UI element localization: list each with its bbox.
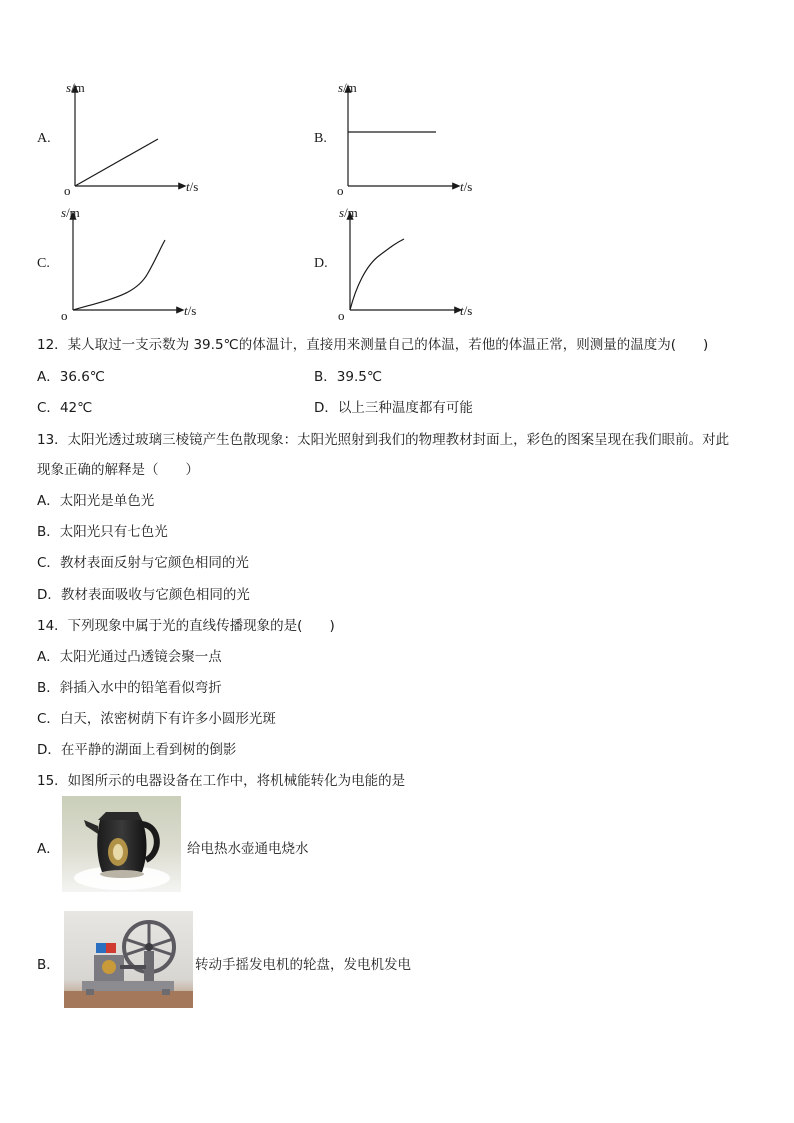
svg-text:s/m (338, 80, 357, 95)
q13-option-b[interactable] (37, 520, 168, 540)
q12-option-a-letter: A． (37, 369, 60, 385)
q11-c-xlabel-var: t (184, 303, 188, 318)
q13-option-d-text: 教材表面吸收与它颜色相同的光 (60, 587, 250, 603)
q11-d-ylabel-var: s (339, 205, 345, 220)
q14-option-b-letter: B． (37, 680, 60, 696)
q11-option-b-letter: B. (314, 131, 327, 146)
q11-d-origin: o (338, 308, 345, 323)
q14-option-a[interactable] (37, 645, 222, 665)
q11-b-ylabel-var: s (338, 80, 344, 95)
q13-option-d[interactable] (37, 583, 250, 603)
q11-graph-d (334, 203, 484, 325)
q15-option-b-text: 转动手摇发电机的轮盘，发电机发电 (195, 957, 411, 973)
q11-a-ylabel-var: s (66, 80, 72, 95)
q11-b-origin: o (337, 183, 344, 198)
q12-option-a[interactable] (37, 365, 105, 385)
q12-option-c[interactable] (37, 396, 92, 416)
q13-option-a-text: 太阳光是单色光 (59, 493, 155, 509)
q14-option-b[interactable] (37, 676, 222, 696)
q11-b-xlabel-var: t (460, 179, 464, 194)
q11-d-ylabel-unit: /m (344, 205, 358, 220)
svg-text:t/s (184, 303, 196, 318)
q14-option-c-letter: C． (37, 711, 60, 727)
q11-option-a-letter: A. (37, 131, 51, 146)
q11-c-origin: o (61, 308, 68, 323)
q13-option-c-letter: C． (37, 555, 60, 571)
q11-d-xlabel-unit: /s (463, 303, 473, 318)
q14-option-c-text: 白天，浓密树荫下有许多小圆形光斑 (59, 711, 276, 727)
q11-a-ylabel-unit: /m (71, 80, 85, 95)
svg-text:t/s (186, 179, 198, 194)
q14-option-c[interactable] (37, 707, 276, 727)
svg-text:s/m (61, 205, 80, 220)
q11-b-ylabel-unit: /m (343, 80, 357, 95)
q11-a-xlabel-unit: /s (189, 179, 199, 194)
q15-option-b-letter: B． (37, 957, 60, 973)
svg-text:t/s (460, 303, 472, 318)
q11-option-d-letter: D. (314, 256, 328, 271)
svg-text:s/m (66, 80, 85, 95)
q11-graph-b (332, 78, 482, 198)
q11-graph-c (56, 203, 206, 325)
q12-option-d-letter: D． (314, 400, 338, 416)
q13-stem-line2: 现象正确的解释是（ ） (37, 462, 199, 478)
q12-option-d[interactable] (314, 396, 473, 416)
q11-graph-a (58, 78, 208, 198)
q13-option-c[interactable] (37, 551, 249, 571)
q11-c-xlabel-unit: /s (187, 303, 197, 318)
q13-option-d-letter: D． (37, 587, 61, 603)
q12-option-b-text: 39.5℃ (336, 369, 382, 385)
electric-kettle-icon[interactable] (62, 796, 181, 892)
q13-option-b-text: 太阳光只有七色光 (59, 524, 168, 540)
q14-stem: 14．下列现象中属于光的直线传播现象的是( ) (37, 618, 335, 634)
q12-option-b[interactable] (314, 365, 382, 385)
q14-option-d[interactable] (37, 738, 236, 758)
q14-option-a-letter: A． (37, 649, 60, 665)
q11-option-c-letter: C. (37, 256, 50, 271)
q13-option-c-text: 教材表面反射与它颜色相同的光 (59, 555, 249, 571)
q11-d-xlabel-var: t (460, 303, 464, 318)
q11-a-origin: o (64, 183, 71, 198)
svg-text:t/s (460, 179, 472, 194)
svg-text:s/m (339, 205, 358, 220)
q12-option-c-text: 42℃ (59, 400, 93, 416)
q11-b-xlabel-unit: /s (463, 179, 473, 194)
q12-option-b-letter: B． (314, 369, 337, 385)
q11-c-ylabel-var: s (61, 205, 67, 220)
q13-option-a[interactable] (37, 489, 154, 509)
q12-option-d-text: 以上三种温度都有可能 (337, 400, 473, 416)
q11-a-xlabel-var: t (186, 179, 190, 194)
q15-option-a-letter: A． (37, 841, 60, 857)
q13-stem-line1: 13．太阳光透过玻璃三棱镜产生色散现象：太阳光照射到我们的物理教材封面上，彩色的图案呈现在我们眼前。对此 (37, 432, 730, 448)
q14-option-a-text: 太阳光通过凸透镜会聚一点 (59, 649, 222, 665)
q12-stem: 12．某人取过一支示数为 39.5℃的体温计，直接用来测量自己的体温，若他的体温正常，则测量的温度为( ) (37, 337, 709, 353)
q12-option-a-text: 36.6℃ (59, 369, 105, 385)
q15-stem: 15．如图所示的电器设备在工作中，将机械能转化为电能的是 (37, 773, 406, 789)
q14-option-d-text: 在平静的湖面上看到树的倒影 (60, 742, 237, 758)
q11-c-ylabel-unit: /m (66, 205, 80, 220)
q12-option-c-letter: C． (37, 400, 60, 416)
q13-option-a-letter: A． (37, 493, 60, 509)
q13-option-b-letter: B． (37, 524, 60, 540)
hand-crank-generator-icon[interactable] (64, 911, 193, 1008)
q14-option-d-letter: D． (37, 742, 61, 758)
q14-option-b-text: 斜插入水中的铅笔看似弯折 (59, 680, 222, 696)
q15-option-a-text: 给电热水壶通电烧水 (187, 841, 309, 857)
